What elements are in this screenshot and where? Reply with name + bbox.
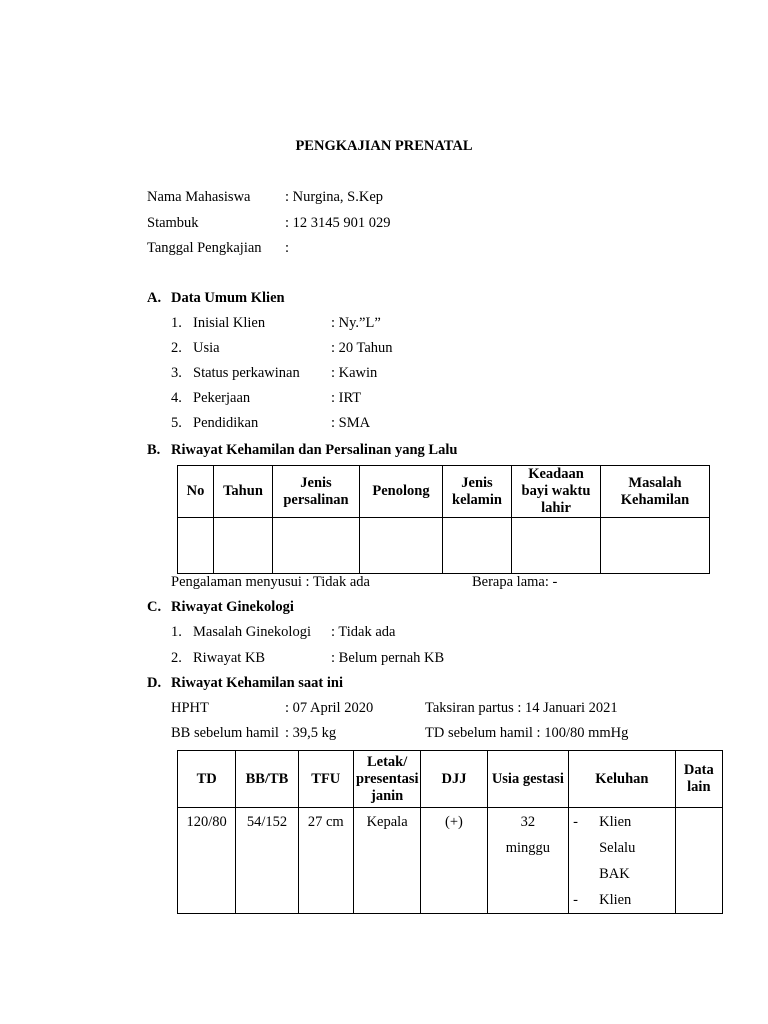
section-a-item-label: Pendidikan bbox=[193, 415, 259, 431]
table-row bbox=[178, 808, 723, 914]
section-a-item-label: Pekerjaan bbox=[193, 390, 251, 406]
table-header-row bbox=[178, 751, 723, 808]
section-a-heading: Data Umum Klien bbox=[171, 290, 285, 306]
column-header: BB/TB bbox=[236, 751, 298, 808]
section-a-item-value: : 20 Tahun bbox=[331, 340, 393, 356]
section-c-letter: C. bbox=[147, 599, 162, 615]
section-d-heading: Riwayat Kehamilan saat ini bbox=[171, 675, 343, 691]
section-a-item-num: 2. bbox=[171, 340, 182, 356]
usia-gestasi-unit: minggu bbox=[505, 840, 551, 856]
column-header: Jenis persalinan bbox=[273, 466, 360, 518]
section-a-item-value: : IRT bbox=[331, 390, 362, 406]
column-header: Masalah Kehamilan bbox=[601, 466, 710, 518]
table-header-row bbox=[178, 466, 710, 518]
keluhan-line: - Klien bbox=[573, 814, 632, 830]
keluhan-line: BAK bbox=[599, 866, 630, 882]
table-cell bbox=[512, 518, 601, 574]
column-header: Data lain bbox=[675, 751, 722, 808]
section-a-item-num: 5. bbox=[171, 415, 182, 431]
cell-data-lain bbox=[675, 808, 722, 914]
current-pregnancy-table bbox=[177, 750, 723, 914]
section-a-item-value: : SMA bbox=[331, 415, 371, 431]
section-c-item-label: Riwayat KB bbox=[193, 650, 266, 666]
header-label-tanggal: Tanggal Pengkajian bbox=[147, 240, 262, 256]
column-header: TD bbox=[178, 751, 236, 808]
table-cell bbox=[360, 518, 443, 574]
column-header: Penolong bbox=[360, 466, 443, 518]
hpht-label: HPHT bbox=[171, 700, 209, 716]
page-title: PENGKAJIAN PRENATAL bbox=[295, 138, 473, 154]
column-header: Keluhan bbox=[569, 751, 676, 808]
column-header: Tahun bbox=[214, 466, 273, 518]
cell-keluhan bbox=[569, 808, 676, 914]
cell-usia-gestasi bbox=[487, 808, 568, 914]
section-d-letter: D. bbox=[147, 675, 162, 691]
column-header: Keadaan bayi waktu lahir bbox=[512, 466, 601, 518]
section-a-item-num: 4. bbox=[171, 390, 182, 406]
section-c-item-label: Masalah Ginekologi bbox=[193, 624, 311, 640]
bp-before: TD sebelum hamil : 100/80 mmHg bbox=[425, 725, 629, 741]
hpht-value: : 07 April 2020 bbox=[285, 700, 374, 716]
header-value-nama: : Nurgina, S.Kep bbox=[285, 189, 384, 205]
section-a-item-num: 3. bbox=[171, 365, 182, 381]
cell-bbtb: 54/152 bbox=[236, 808, 298, 914]
weight-before-value: : 39,5 kg bbox=[285, 725, 337, 741]
header-value-tanggal: : bbox=[285, 240, 290, 256]
section-b-letter: B. bbox=[147, 442, 161, 458]
section-a-item-label: Usia bbox=[193, 340, 220, 356]
section-a-item-value: : Ny.”L” bbox=[331, 315, 381, 331]
cell-tfu: 27 cm bbox=[298, 808, 353, 914]
column-header: TFU bbox=[298, 751, 353, 808]
section-c-item-num: 2. bbox=[171, 650, 182, 666]
section-a-item-value: : Kawin bbox=[331, 365, 378, 381]
section-a-item-label: Status perkawinan bbox=[193, 365, 300, 381]
cell-djj: (+) bbox=[421, 808, 487, 914]
breastfeeding-duration: Berapa lama: - bbox=[472, 574, 558, 590]
column-header: Usia gestasi bbox=[487, 751, 568, 808]
cell-td: 120/80 bbox=[178, 808, 236, 914]
column-header: Jenis kelamin bbox=[443, 466, 512, 518]
column-header: DJJ bbox=[421, 751, 487, 808]
header-label-stambuk: Stambuk bbox=[147, 215, 199, 231]
column-header: No bbox=[178, 466, 214, 518]
table-cell bbox=[443, 518, 512, 574]
header-value-stambuk: : 12 3145 901 029 bbox=[285, 215, 391, 231]
section-a-letter: A. bbox=[147, 290, 162, 306]
section-a-item-num: 1. bbox=[171, 315, 182, 331]
section-b-heading: Riwayat Kehamilan dan Persalinan yang Lalu bbox=[171, 442, 458, 458]
keluhan-line: - Klien bbox=[573, 892, 632, 908]
previous-pregnancy-table bbox=[177, 465, 710, 574]
section-c-item-value: : Tidak ada bbox=[331, 624, 396, 640]
breastfeeding-note: Pengalaman menyusui : Tidak ada bbox=[171, 574, 370, 590]
column-header: Letak/ presentasi janin bbox=[353, 751, 420, 808]
section-c-item-value: : Belum pernah KB bbox=[331, 650, 445, 666]
section-c-heading: Riwayat Ginekologi bbox=[171, 599, 294, 615]
table-row bbox=[178, 518, 710, 574]
weight-before-label: BB sebelum hamil bbox=[171, 725, 279, 741]
usia-gestasi-value: 32 bbox=[520, 814, 536, 830]
table-cell bbox=[601, 518, 710, 574]
header-label-nama: Nama Mahasiswa bbox=[147, 189, 251, 205]
table-cell bbox=[178, 518, 214, 574]
due-date: Taksiran partus : 14 Januari 2021 bbox=[425, 700, 618, 716]
table-cell bbox=[273, 518, 360, 574]
keluhan-line: Selalu bbox=[599, 840, 636, 856]
section-a-item-label: Inisial Klien bbox=[193, 315, 266, 331]
section-c-item-num: 1. bbox=[171, 624, 182, 640]
table-cell bbox=[214, 518, 273, 574]
cell-letak: Kepala bbox=[353, 808, 420, 914]
